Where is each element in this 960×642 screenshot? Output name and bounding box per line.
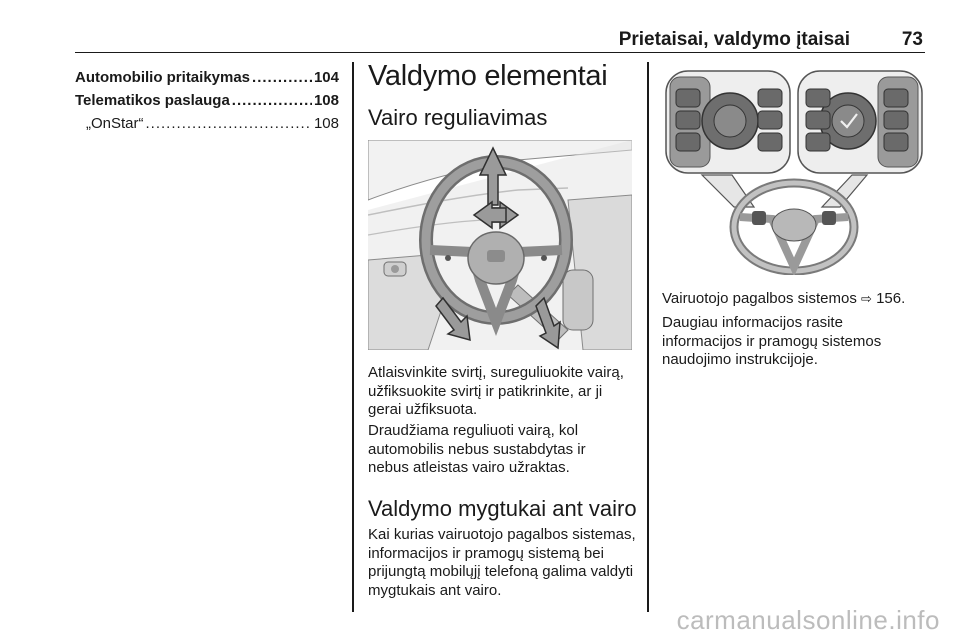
driver-assist-reference: Vairuotojo pagalbos sistemos ⇨ 156. — [662, 290, 906, 307]
section-title: Valdymo elementai — [368, 60, 608, 92]
header-title: Prietaisai, valdymo įtaisai — [618, 29, 850, 50]
infotainment-info: Daugiau informacijos rasite informacijos ir pramogų sistemos naudojimo instrukcijoje. — [662, 314, 882, 368]
steering-adjustment-illustration — [368, 140, 632, 350]
toc-entry[interactable]: Telematikos paslauga ..... 108 — [75, 92, 339, 115]
reference-arrow-icon: ⇨ — [861, 292, 872, 307]
steering-adjust-warning: Draudžiama reguliuoti vairą, kol automobilis nebus sustabdytas ir nebus atleistas vairo užraktas. — [368, 422, 586, 476]
page-number: 73 — [901, 29, 923, 50]
steering-adjustment-drawing — [368, 140, 632, 350]
page-header — [75, 26, 925, 53]
toc-list — [75, 69, 339, 135]
subsection-title: Vairo reguliavimas — [368, 105, 548, 130]
watermark: carmanualsonline.info — [676, 605, 940, 635]
steering-adjust-instructions: Atlaisvinkite svirtį, sureguliuokite vairą, užfiksuokite svirtį ir patikrinkite, ar ji gerai užfiksuota. — [368, 364, 624, 418]
steering-controls-description: Kai kurias vairuotojo pagalbos sistemas, informacijos ir pramogų sistemą bei prijungtą mobilųjį telefoną galima valdyti mygtukais ant vairo. — [368, 526, 636, 599]
toc-entry[interactable]: „OnStar“ ..... 108 — [75, 115, 339, 135]
column-divider-right — [647, 62, 649, 612]
subsection-title: Valdymo mygtukai ant vairo — [368, 496, 637, 521]
steering-wheel-controls-illustration — [662, 67, 926, 275]
column-divider-left — [352, 62, 354, 612]
toc-entry[interactable]: Automobilio pritaikymas ..... 104 — [75, 69, 339, 92]
reference-page-link[interactable]: 156 — [876, 290, 902, 307]
steering-wheel-controls-drawing — [662, 67, 926, 275]
